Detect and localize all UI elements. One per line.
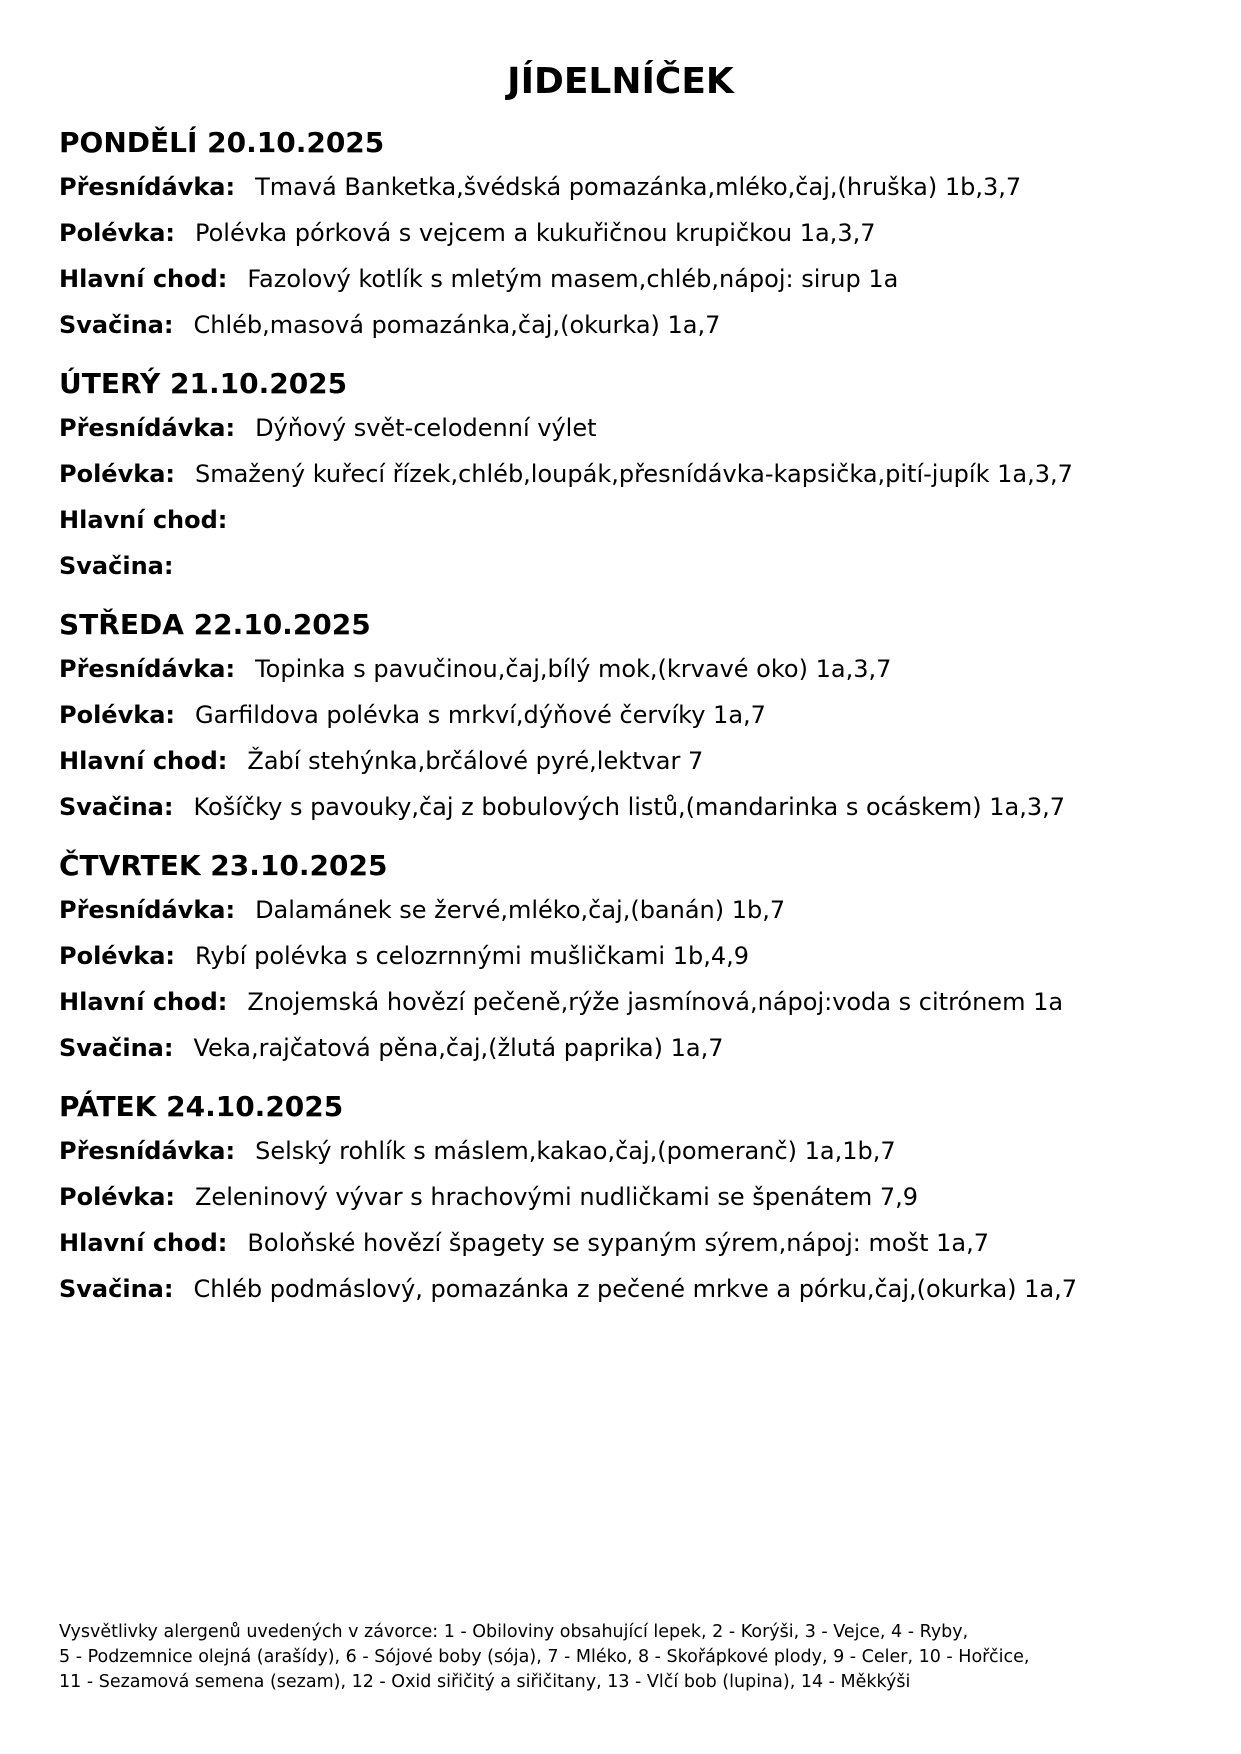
- snack-afternoon-value: Košíčky s pavouky,čaj z bobulových listů,(mandarinka s ocáskem) 1a,3,7: [193, 793, 1065, 821]
- allergen-legend-line: Vysvětlivky alergenů uvedených v závorce: 1 - Obiloviny obsahující lepek, 2 - Korýši, 3 - Vejce, 4 - Ryby,: [59, 1622, 969, 1642]
- main-course-row: [59, 263, 1199, 309]
- snack-morning-label: Přesnídávka:: [59, 1137, 236, 1165]
- main-course-value: Boloňské hovězí špagety se sypaným sýrem,nápoj: mošt 1a,7: [247, 1229, 989, 1257]
- soup-row: [59, 699, 1199, 745]
- main-course-row: [59, 745, 1199, 791]
- soup-row: [59, 458, 1199, 504]
- main-course-value: Fazolový kotlík s mletým masem,chléb,nápoj: sirup 1a: [247, 265, 899, 293]
- snack-afternoon-label: Svačina:: [59, 552, 174, 580]
- day-heading: PONDĚLÍ 20.10.2025: [59, 126, 385, 159]
- day-heading: STŘEDA 22.10.2025: [59, 608, 371, 641]
- snack-morning-label: Přesnídávka:: [59, 173, 236, 201]
- soup-value: Rybí polévka s celozrnnými mušličkami 1b,4,9: [194, 942, 750, 970]
- weekly-menu: [59, 123, 1199, 1328]
- day-friday: [59, 1087, 1199, 1319]
- main-course-label: Hlavní chod:: [59, 265, 228, 293]
- snack-morning-value: Dýňový svět-celodenní výlet: [255, 414, 597, 442]
- soup-label: Polévka:: [59, 219, 175, 247]
- snack-morning-row: [59, 412, 1199, 458]
- snack-afternoon-value: Chléb,masová pomazánka,čaj,(okurka) 1a,7: [193, 311, 721, 339]
- snack-morning-value: Tmavá Banketka,švédská pomazánka,mléko,čaj,(hruška) 1b,3,7: [255, 173, 1022, 201]
- main-course-row: [59, 504, 1199, 550]
- snack-morning-label: Přesnídávka:: [59, 655, 236, 683]
- main-course-row: [59, 1227, 1199, 1273]
- page-title: JÍDELNÍČEK: [507, 61, 734, 102]
- snack-afternoon-label: Svačina:: [59, 1034, 174, 1062]
- allergen-legend-line: 11 - Sezamová semena (sezam), 12 - Oxid siřičitý a siřičitany, 13 - Vlčí bob (lupina), 14 - Měkkýši: [59, 1672, 911, 1692]
- day-heading: PÁTEK 24.10.2025: [59, 1090, 344, 1123]
- soup-value: Garfildova polévka s mrkví,dýňové červíky 1a,7: [194, 701, 766, 729]
- snack-afternoon-row: [59, 1273, 1199, 1319]
- main-course-label: Hlavní chod:: [59, 506, 228, 534]
- allergen-legend-line: 5 - Podzemnice olejná (arašídy), 6 - Sójové boby (sója), 7 - Mléko, 8 - Skořápkové plody, 9 - Celer, 10 - Hořčice,: [59, 1647, 1030, 1667]
- snack-morning-label: Přesnídávka:: [59, 896, 236, 924]
- snack-afternoon-label: Svačina:: [59, 1275, 174, 1303]
- main-course-row: [59, 986, 1199, 1032]
- snack-afternoon-label: Svačina:: [59, 311, 174, 339]
- snack-afternoon-value: Chléb podmáslový, pomazánka z pečené mrkve a pórku,čaj,(okurka) 1a,7: [193, 1275, 1078, 1303]
- soup-row: [59, 1181, 1199, 1227]
- main-course-label: Hlavní chod:: [59, 747, 228, 775]
- day-wednesday: [59, 605, 1199, 837]
- soup-label: Polévka:: [59, 701, 175, 729]
- soup-label: Polévka:: [59, 942, 175, 970]
- snack-afternoon-row: [59, 791, 1199, 837]
- day-thursday: [59, 846, 1199, 1078]
- day-heading: ČTVRTEK 23.10.2025: [59, 849, 388, 882]
- soup-row: [59, 217, 1199, 263]
- snack-morning-row: [59, 1135, 1199, 1181]
- snack-afternoon-row: [59, 309, 1199, 355]
- main-course-label: Hlavní chod:: [59, 988, 228, 1016]
- day-tuesday: [59, 364, 1199, 596]
- snack-morning-row: [59, 894, 1199, 940]
- soup-label: Polévka:: [59, 1183, 175, 1211]
- snack-morning-row: [59, 171, 1199, 217]
- snack-afternoon-label: Svačina:: [59, 793, 174, 821]
- snack-morning-label: Přesnídávka:: [59, 414, 236, 442]
- snack-afternoon-row: [59, 1032, 1199, 1078]
- allergen-legend: [59, 1620, 1199, 1695]
- snack-afternoon-value: Veka,rajčatová pěna,čaj,(žlutá paprika) 1a,7: [193, 1034, 724, 1062]
- main-course-label: Hlavní chod:: [59, 1229, 228, 1257]
- snack-morning-value: Topinka s pavučinou,čaj,bílý mok,(krvavé oko) 1a,3,7: [255, 655, 892, 683]
- day-monday: [59, 123, 1199, 355]
- snack-morning-value: Dalamánek se žervé,mléko,čaj,(banán) 1b,7: [255, 896, 786, 924]
- soup-value: Smažený kuřecí řízek,chléb,loupák,přesnídávka-kapsička,pití-jupík 1a,3,7: [194, 460, 1073, 488]
- main-course-value: Žabí stehýnka,brčálové pyré,lektvar 7: [247, 747, 704, 775]
- soup-value: Polévka pórková s vejcem a kukuřičnou krupičkou 1a,3,7: [194, 219, 876, 247]
- soup-row: [59, 940, 1199, 986]
- snack-morning-row: [59, 653, 1199, 699]
- day-heading: ÚTERÝ 21.10.2025: [59, 367, 348, 400]
- soup-label: Polévka:: [59, 460, 175, 488]
- soup-value: Zeleninový vývar s hrachovými nudličkami se špenátem 7,9: [194, 1183, 919, 1211]
- snack-morning-value: Selský rohlík s máslem,kakao,čaj,(pomeranč) 1a,1b,7: [255, 1137, 896, 1165]
- main-course-value: Znojemská hovězí pečeně,rýže jasmínová,nápoj:voda s citrónem 1a: [247, 988, 1064, 1016]
- snack-afternoon-row: [59, 550, 1199, 596]
